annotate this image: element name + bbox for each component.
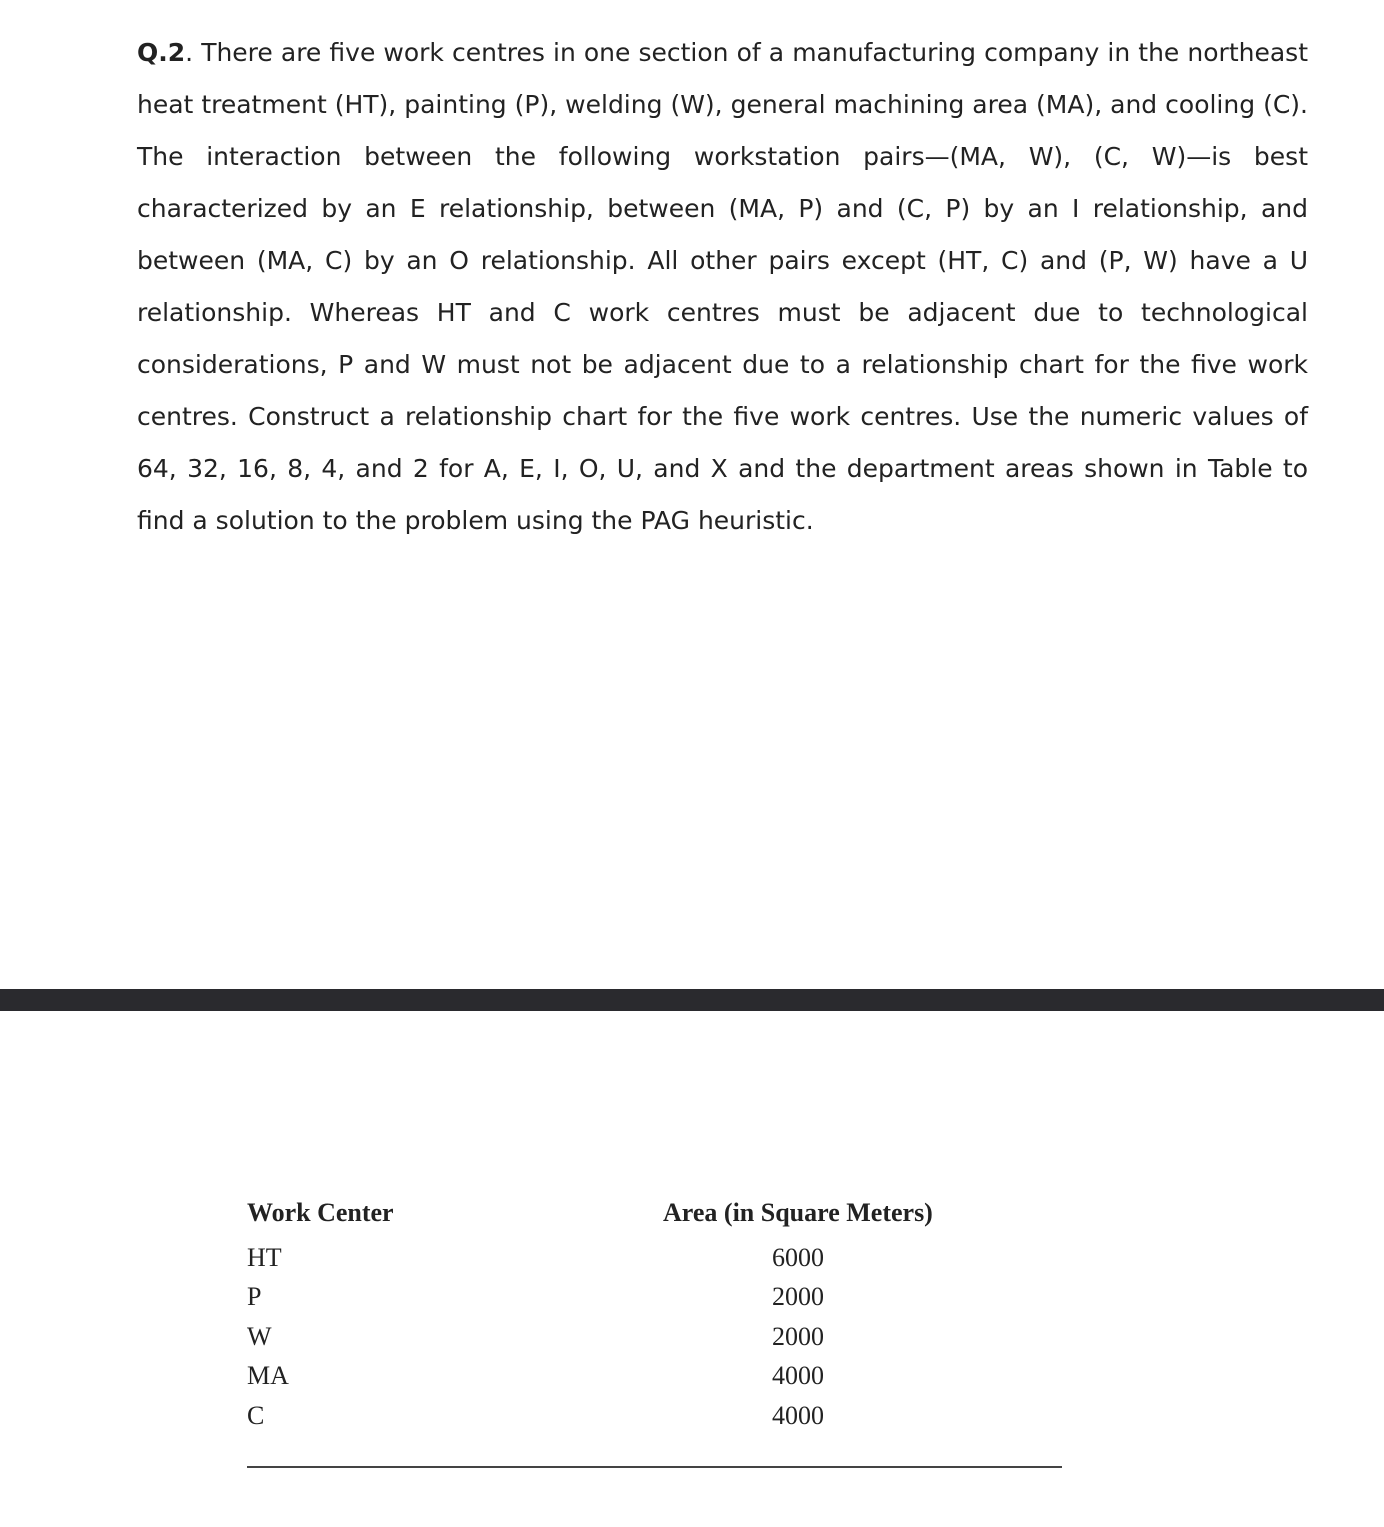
area-cell: 4000 bbox=[771, 1361, 824, 1391]
section-divider bbox=[0, 989, 1384, 1011]
table-row bbox=[247, 1317, 1062, 1357]
area-cell: 4000 bbox=[771, 1400, 824, 1430]
table-header-row bbox=[247, 1198, 1062, 1238]
question-text bbox=[137, 27, 1308, 547]
work-center-cell: C bbox=[247, 1400, 265, 1430]
question-body: . There are five work centres in one section of a manufacturing company in the northeast heat treatment (HT), painting (P), welding (W), general machining area (MA), and cooling (C). The interaction between the following workstation pairs—(MA, W), (C, W)—is best characterized by an E relationship, between (MA, P) and (C, P) by an I relationship, and between (MA, C) by an O relationship. All other pairs except (HT, C) and (P, W) have a U relationship. Whereas HT and C work centres must be adjacent due to technological considerations, P and W must not be adjacent due to a relationship chart for the five work centres. Construct a relationship chart for the five work centres. Use the numeric values of 64, 32, 16, 8, 4, and 2 for A, E, I, O, U, and X and the department areas shown in Table to find a solution to the problem using the PAG heuristic. bbox=[137, 38, 1308, 535]
work-center-cell: HT bbox=[247, 1242, 282, 1272]
question-number: Q.2 bbox=[137, 38, 186, 67]
area-cell: 2000 bbox=[771, 1282, 824, 1312]
header-work-center: Work Center bbox=[247, 1198, 394, 1227]
table-row bbox=[247, 1357, 1062, 1397]
table-row bbox=[247, 1396, 1062, 1436]
work-center-cell: W bbox=[247, 1321, 272, 1351]
table-bottom-rule bbox=[247, 1466, 1062, 1468]
work-center-cell: MA bbox=[247, 1361, 289, 1391]
work-center-table bbox=[247, 1198, 1062, 1436]
work-center-cell: P bbox=[247, 1282, 262, 1312]
table-row bbox=[247, 1238, 1062, 1278]
area-cell: 2000 bbox=[771, 1321, 824, 1351]
header-area: Area (in Square Meters) bbox=[663, 1198, 933, 1227]
area-cell: 6000 bbox=[771, 1242, 824, 1272]
table-row bbox=[247, 1278, 1062, 1318]
